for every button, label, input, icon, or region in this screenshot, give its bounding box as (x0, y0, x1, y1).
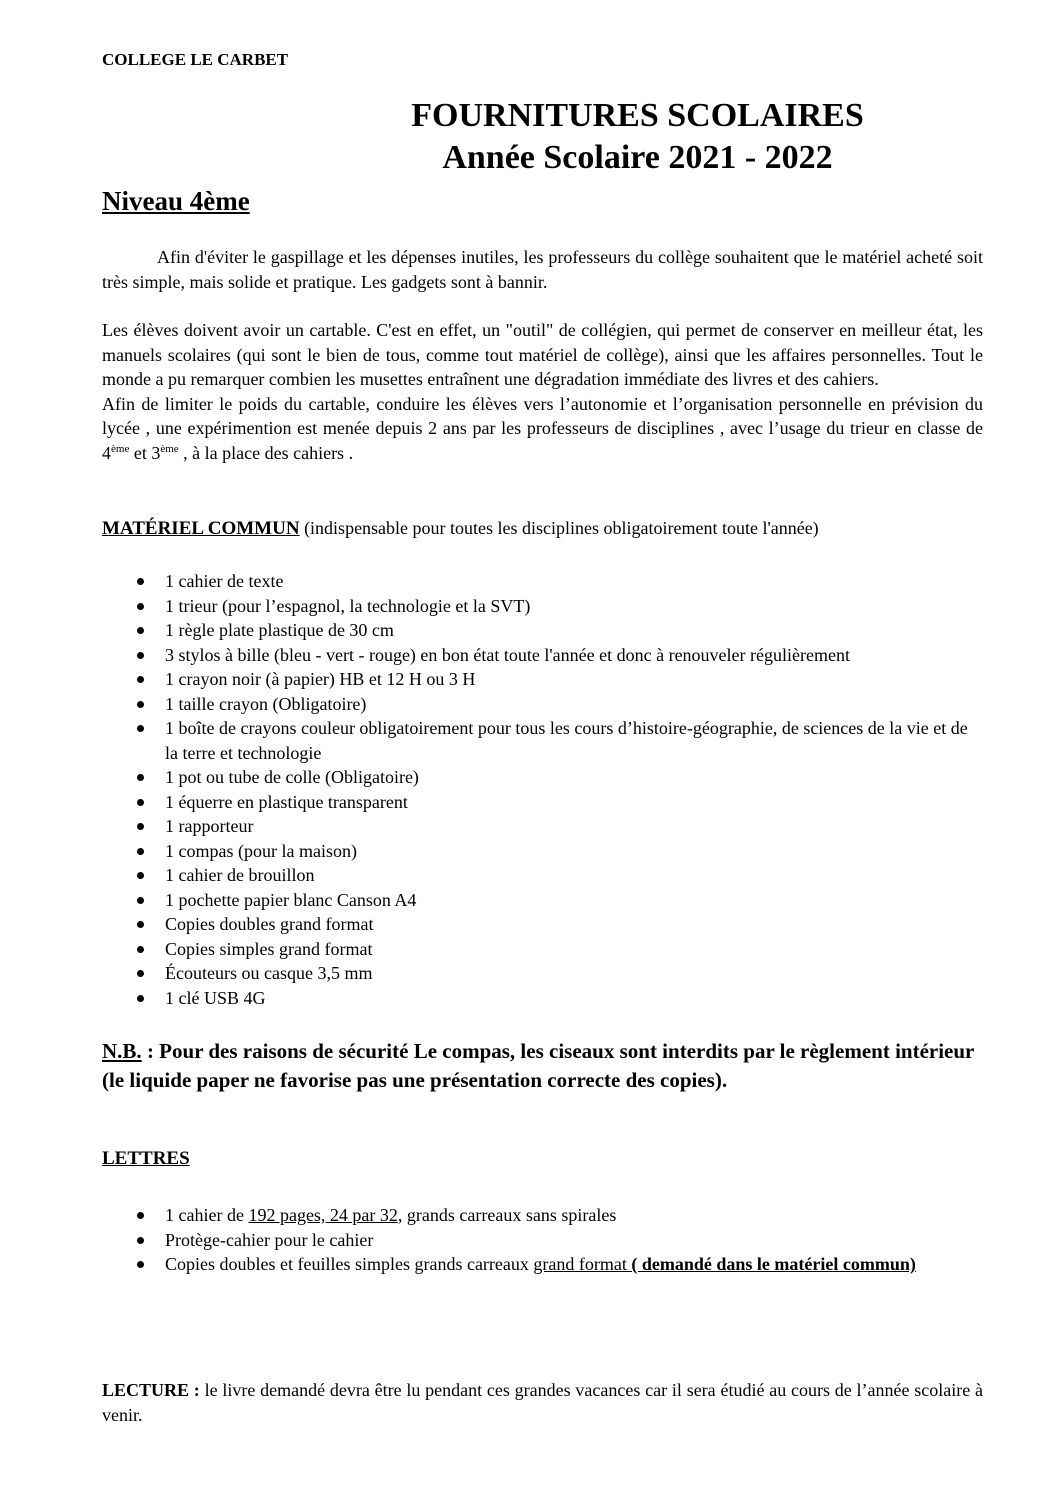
list-item: 1 compas (pour la maison) (102, 839, 983, 864)
list-item: 1 pochette papier blanc Canson A4 (102, 888, 983, 913)
list-item: Écouteurs ou casque 3,5 mm (102, 961, 983, 986)
lettres-item3-a: Copies doubles et feuilles simples grands carreaux (165, 1254, 534, 1274)
lettres-item3-bold: ( demandé dans le matériel commun) (626, 1254, 916, 1274)
list-item (102, 1203, 983, 1228)
lettres-title: LETTRES (102, 1148, 190, 1169)
safety-note-text: : Pour des raisons de sécurité Le compas, les ciseaux sont interdits par le règlement intérieur (le liquide paper ne favorise pas une présentation correcte des copies). (102, 1039, 974, 1092)
list-item: 1 boîte de crayons couleur obligatoirement pour tous les cours d’histoire-géographie, de sciences de la vie et de la terre et technologie (102, 716, 983, 765)
lettres-list (102, 1203, 983, 1277)
lettres-item1-underlined: 192 pages, 24 par 32 (248, 1205, 398, 1225)
list-item: 1 crayon noir (à papier) HB et 12 H ou 3 H (102, 667, 983, 692)
lecture-label: LECTURE : (102, 1380, 200, 1400)
list-item: 3 stylos à bille (bleu - vert - rouge) en bon état toute l'année et donc à renouveler régulièrement (102, 643, 983, 668)
superscript-3eme: ème (160, 442, 179, 455)
intro-paragraph-2-part2b: et 3 (129, 442, 161, 463)
intro-paragraph-2 (102, 318, 983, 465)
lecture-paragraph (102, 1378, 983, 1427)
list-item: 1 trieur (pour l’espagnol, la technologie et la SVT) (102, 594, 983, 619)
common-material-list (102, 569, 983, 1010)
lettres-heading (102, 1148, 190, 1170)
list-item: 1 règle plate plastique de 30 cm (102, 618, 983, 643)
lettres-item1-b: , grands carreaux sans spirales (397, 1205, 617, 1225)
document-title: FOURNITURES SCOLAIRES (411, 97, 864, 134)
list-item: 1 cahier de brouillon (102, 863, 983, 888)
list-item: 1 cahier de texte (102, 569, 983, 594)
intro-paragraph-2-part1: Les élèves doivent avoir un cartable. C'est en effet, un "outil" de collégien, qui permet de conserver en meilleur état, les manuels scolaires (qui sont le bien de tous, comme tout matériel de collège), ainsi que les affaires personnelles. Tout le monde a pu remarquer combien les musettes entraînent une dégradation immédiate des livres et des cahiers. (102, 320, 983, 389)
lecture-text: le livre demandé devra être lu pendant ces grandes vacances car il sera étudié au cours de l’année scolaire à venir. (102, 1380, 983, 1425)
school-name: COLLEGE LE CARBET (102, 50, 289, 69)
common-material-heading (102, 518, 819, 540)
level-heading: Niveau 4ème (102, 186, 250, 216)
list-item: 1 pot ou tube de colle (Obligatoire) (102, 765, 983, 790)
list-item: 1 rapporteur (102, 814, 983, 839)
intro-paragraph-2-part2a: Afin de limiter le poids du cartable, conduire les élèves vers l’autonomie et l’organisation personnelle en prévision du lycée , une expérimention est menée depuis 2 ans par les professeurs de disciplines , avec l’usage du trieur en classe de 4 (102, 393, 983, 463)
intro-paragraph-1: Afin d'éviter le gaspillage et les dépenses inutiles, les professeurs du collège souhaitent que le matériel acheté soit très simple, mais solide et pratique. Les gadgets sont à bannir. (102, 247, 983, 292)
list-item: Copies doubles grand format (102, 912, 983, 937)
lettres-item1-a: 1 cahier de (165, 1205, 249, 1225)
list-item: Protège-cahier pour le cahier (102, 1228, 983, 1253)
list-item (102, 1252, 983, 1277)
list-item: Copies simples grand format (102, 937, 983, 962)
common-material-title: MATÉRIEL COMMUN (102, 518, 300, 539)
list-item: 1 équerre en plastique transparent (102, 790, 983, 815)
superscript-4eme: ème (111, 442, 130, 455)
list-item: 1 taille crayon (Obligatoire) (102, 692, 983, 717)
lettres-item3-underlined: grand format (533, 1254, 627, 1274)
common-material-note: (indispensable pour toutes les disciplines obligatoirement toute l'année) (299, 518, 819, 538)
intro-paragraph-2-part2c: , à la place des cahiers . (178, 442, 354, 463)
list-item: 1 clé USB 4G (102, 986, 983, 1011)
safety-note (102, 1037, 983, 1095)
safety-note-label: N.B. (102, 1039, 142, 1063)
school-year: Année Scolaire 2021 - 2022 (442, 139, 833, 176)
